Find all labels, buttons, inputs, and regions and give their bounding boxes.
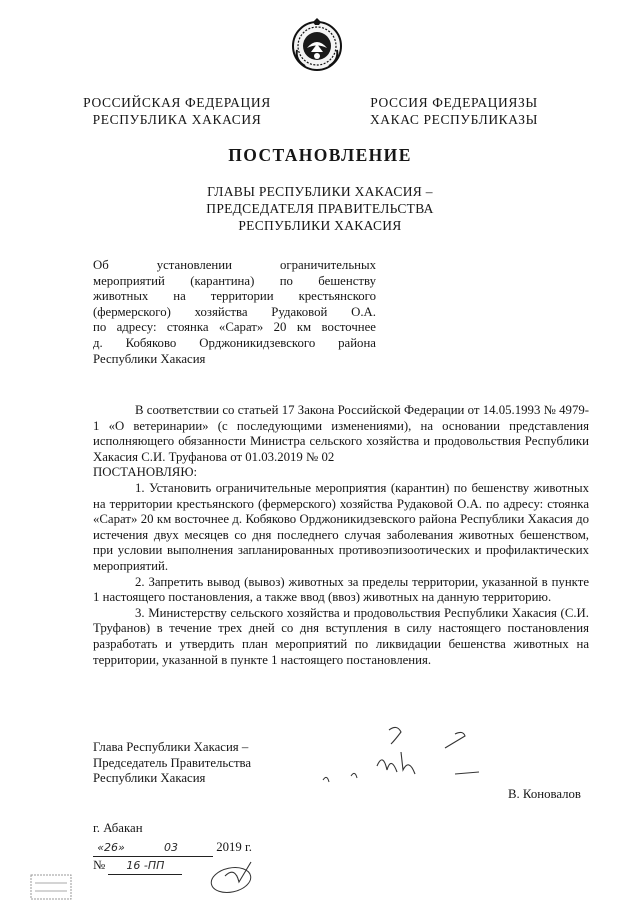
decree-item-1: 1. Установить ограничительные мероприятия (карантин) по бешенству животных на территории крестьянского (фермерского) хозяйства Рудаковой О.А. по адресу: стоянка «Сарат» 20 км восточнее д. Кобяково Орджоникидзевского района Республики Хакасия до истечения двух месяцев со дня последнего случая заболевания животных бешенством, при условии выполнения запланированных противоэпизоотических и профилактических мероприятий. (93, 480, 589, 573)
issuer-line-3: РЕСПУБЛИКИ ХАКАСИЯ (238, 218, 402, 233)
signatory-name: В. Коновалов (508, 787, 581, 801)
subject-line: по адресу: стоянка «Сарат» 20 км восточнее (93, 320, 376, 335)
date-line (93, 839, 313, 857)
header-left-line-2: РЕСПУБЛИКА ХАКАСИЯ (92, 112, 262, 127)
header-right (366, 94, 542, 128)
number-prefix: № (93, 858, 106, 872)
signatory-title-line-3: Республики Хакасия (93, 771, 206, 786)
preamble-paragraph: В соответствии со статьей 17 Закона Российской Федерации от 14.05.1993 № 4979-1 «О ветеринарии» (с последующими изменениями), на основании представления исполняющего обязанности Министра сельского хозяйства и продовольствия Республики Хакасия С.И. Труфанова от 01.03.2019 № 02 (93, 403, 589, 464)
subject-line: д. Кобяково Орджоникидзевского района (93, 335, 376, 350)
date-day: «26» (93, 839, 129, 857)
header-left-line-1: РОССИЙСКАЯ ФЕДЕРАЦИЯ (83, 95, 271, 110)
decree-item-3: 3. Министерству сельского хозяйства и продовольствия Республики Хакасия (С.И. Труфанов) в течение трех дней со дня вступления в силу настоящего постановления разработать и утвердить план мероприятий по ликвидации бешенства животных на территории, указанной в пункте 1 настоящего постановления. (93, 605, 589, 667)
place-of-issue: г. Абакан (93, 821, 143, 835)
issuer-line-1: ГЛАВЫ РЕСПУБЛИКИ ХАКАСИЯ – (207, 184, 433, 199)
header-right-line-1: РОССИЯ ФЕДЕРАЦИЯЗЫ (370, 95, 538, 110)
issuer-line-2: ПРЕДСЕДАТЕЛЯ ПРАВИТЕЛЬСТВА (206, 201, 434, 216)
subject-line: мероприятий (карантина) по бешенству (93, 273, 376, 288)
signatory-title-line-2: Председатель Правительства (93, 755, 252, 770)
header-left (82, 94, 272, 128)
decree-item-2: 2. Запретить вывод (вывоз) животных за пределы территории, указанной в пункте 1 настоящего постановления, а также ввод (ввоз) животных на данную территорию. (93, 574, 589, 605)
subject-line: Об установлении ограничительных (93, 258, 376, 272)
number-line (93, 857, 313, 875)
document-number: 16 -ПП (108, 857, 182, 875)
handwritten-initial-mark (205, 856, 265, 898)
subject-block (93, 258, 376, 367)
date-and-number (93, 839, 313, 875)
subject-line: животных на территории крестьянского (93, 289, 376, 304)
document-title: ПОСТАНОВЛЕНИЕ (228, 145, 412, 165)
coat-of-arms-emblem (289, 16, 345, 72)
handwritten-signature (305, 722, 485, 800)
subject-line: (фермерского) хозяйства Рудаковой О.А. (93, 304, 376, 319)
date-year: 2019 г. (216, 840, 253, 854)
signatory-title-line-1: Глава Республики Хакасия – (93, 740, 249, 754)
header-right-line-2: ХАКАС РЕСПУБЛИКАЗЫ (369, 112, 539, 127)
signatory-title (93, 740, 313, 787)
issuer-block (140, 183, 500, 234)
date-month: 03 (129, 839, 213, 857)
decree-body (93, 403, 589, 668)
decree-word: ПОСТАНОВЛЯЮ: (93, 465, 198, 480)
subject-line: Республики Хакасия (93, 351, 206, 366)
archive-stamp (30, 874, 72, 900)
